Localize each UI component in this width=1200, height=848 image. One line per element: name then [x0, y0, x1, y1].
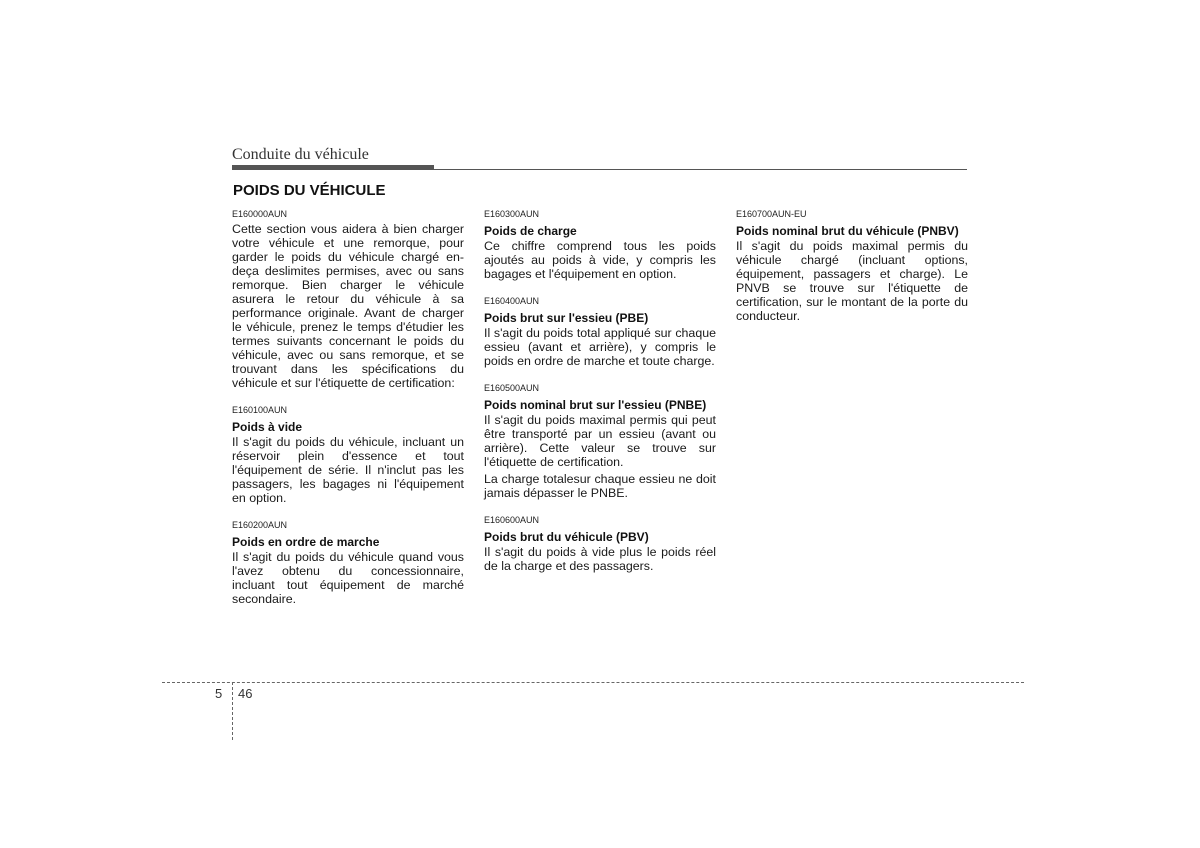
section-paragraph: Ce chiffre comprend tous les poids ajoutés au poids à vide, y compris les bagages et l'équipement en option. — [484, 239, 716, 281]
footer-vertical-dashed-rule — [232, 682, 233, 740]
section-heading: Poids à vide — [232, 420, 303, 434]
section-code: E160400AUN — [484, 296, 540, 306]
chapter-number: 5 — [215, 686, 223, 701]
section-heading: Poids nominal brut sur l'essieu (PNBE) — [484, 398, 707, 412]
section-heading: Poids brut du véhicule (PBV) — [484, 530, 649, 544]
page-number: 46 — [238, 686, 253, 701]
section-paragraph: Il s'agit du poids à vide plus le poids réel de la charge et des passagers. — [484, 545, 716, 573]
column-3 — [736, 206, 968, 332]
section-e160300 — [484, 208, 716, 281]
section-paragraph: Il s'agit du poids maximal permis du véhicule chargé (incluant options, équipement, passagers et charge). Le PNVB se trouve sur l'étiquette de certification, sur le montant de la porte du conducteur. — [736, 239, 968, 323]
section-paragraph: Il s'agit du poids du véhicule, incluant un réservoir plein d'essence et tout l'équipement de série. Il n'inclut pas les passagers, les bagages ni l'équipement en option. — [232, 435, 464, 505]
column-1 — [232, 206, 464, 615]
section-code: E160200AUN — [232, 520, 288, 530]
section-code: E160300AUN — [484, 209, 540, 219]
section-paragraph: Il s'agit du poids total appliqué sur chaque essieu (avant et arrière), y compris le poids en ordre de marche et toute charge. — [484, 326, 716, 368]
section-code: E160000AUN — [232, 209, 288, 219]
section-heading: Poids brut sur l'essieu (PBE) — [484, 311, 649, 325]
section-e160100 — [232, 404, 464, 505]
section-paragraph: La charge totalesur chaque essieu ne doit jamais dépasser le PNBE. — [484, 472, 716, 500]
section-code: E160100AUN — [232, 405, 288, 415]
section-code: E160700AUN-EU — [736, 209, 807, 219]
section-e160700 — [736, 208, 968, 323]
section-heading: Poids nominal brut du véhicule (PNBV) — [736, 224, 959, 238]
section-e160500 — [484, 382, 716, 500]
section-heading: Poids en ordre de marche — [232, 535, 380, 549]
section-paragraph: Cette section vous aidera à bien charger votre véhicule et une remorque, pour garder le poids du véhicule chargé en-deça deslimites permises, avec ou sans remorque. Bien charger le véhicule asurera le retour du véhicule à sa performance originale. Avant de charger le véhicule, prenez le temps d'étudier les termes suivants concernant le poids du véhicule, avec ou sans remorque, et se trouvant dans les spécifications du véhicule et sur l'étiquette de certification: — [232, 222, 464, 390]
section-e160600 — [484, 514, 716, 573]
section-heading: Poids de charge — [484, 224, 577, 238]
section-paragraph: Il s'agit du poids maximal permis qui peut être transporté par un essieu (avant ou arrière). Cette valeur se trouve sur l'étiquette de certification. — [484, 413, 716, 469]
column-2 — [484, 206, 716, 582]
section-e160000 — [232, 208, 464, 390]
section-paragraph: Il s'agit du poids du véhicule quand vous l'avez obtenu du concessionnaire, incluant tout équipement de marché secondaire. — [232, 550, 464, 606]
footer-dashed-rule — [162, 682, 1024, 683]
section-e160200 — [232, 519, 464, 606]
header-rule-thick — [232, 165, 434, 170]
section-code: E160600AUN — [484, 515, 540, 525]
section-code: E160500AUN — [484, 383, 540, 393]
header-rule-thin — [434, 169, 967, 170]
section-e160400 — [484, 295, 716, 368]
page-title: POIDS DU VÉHICULE — [233, 182, 386, 199]
chapter-title: Conduite du véhicule — [232, 146, 369, 163]
